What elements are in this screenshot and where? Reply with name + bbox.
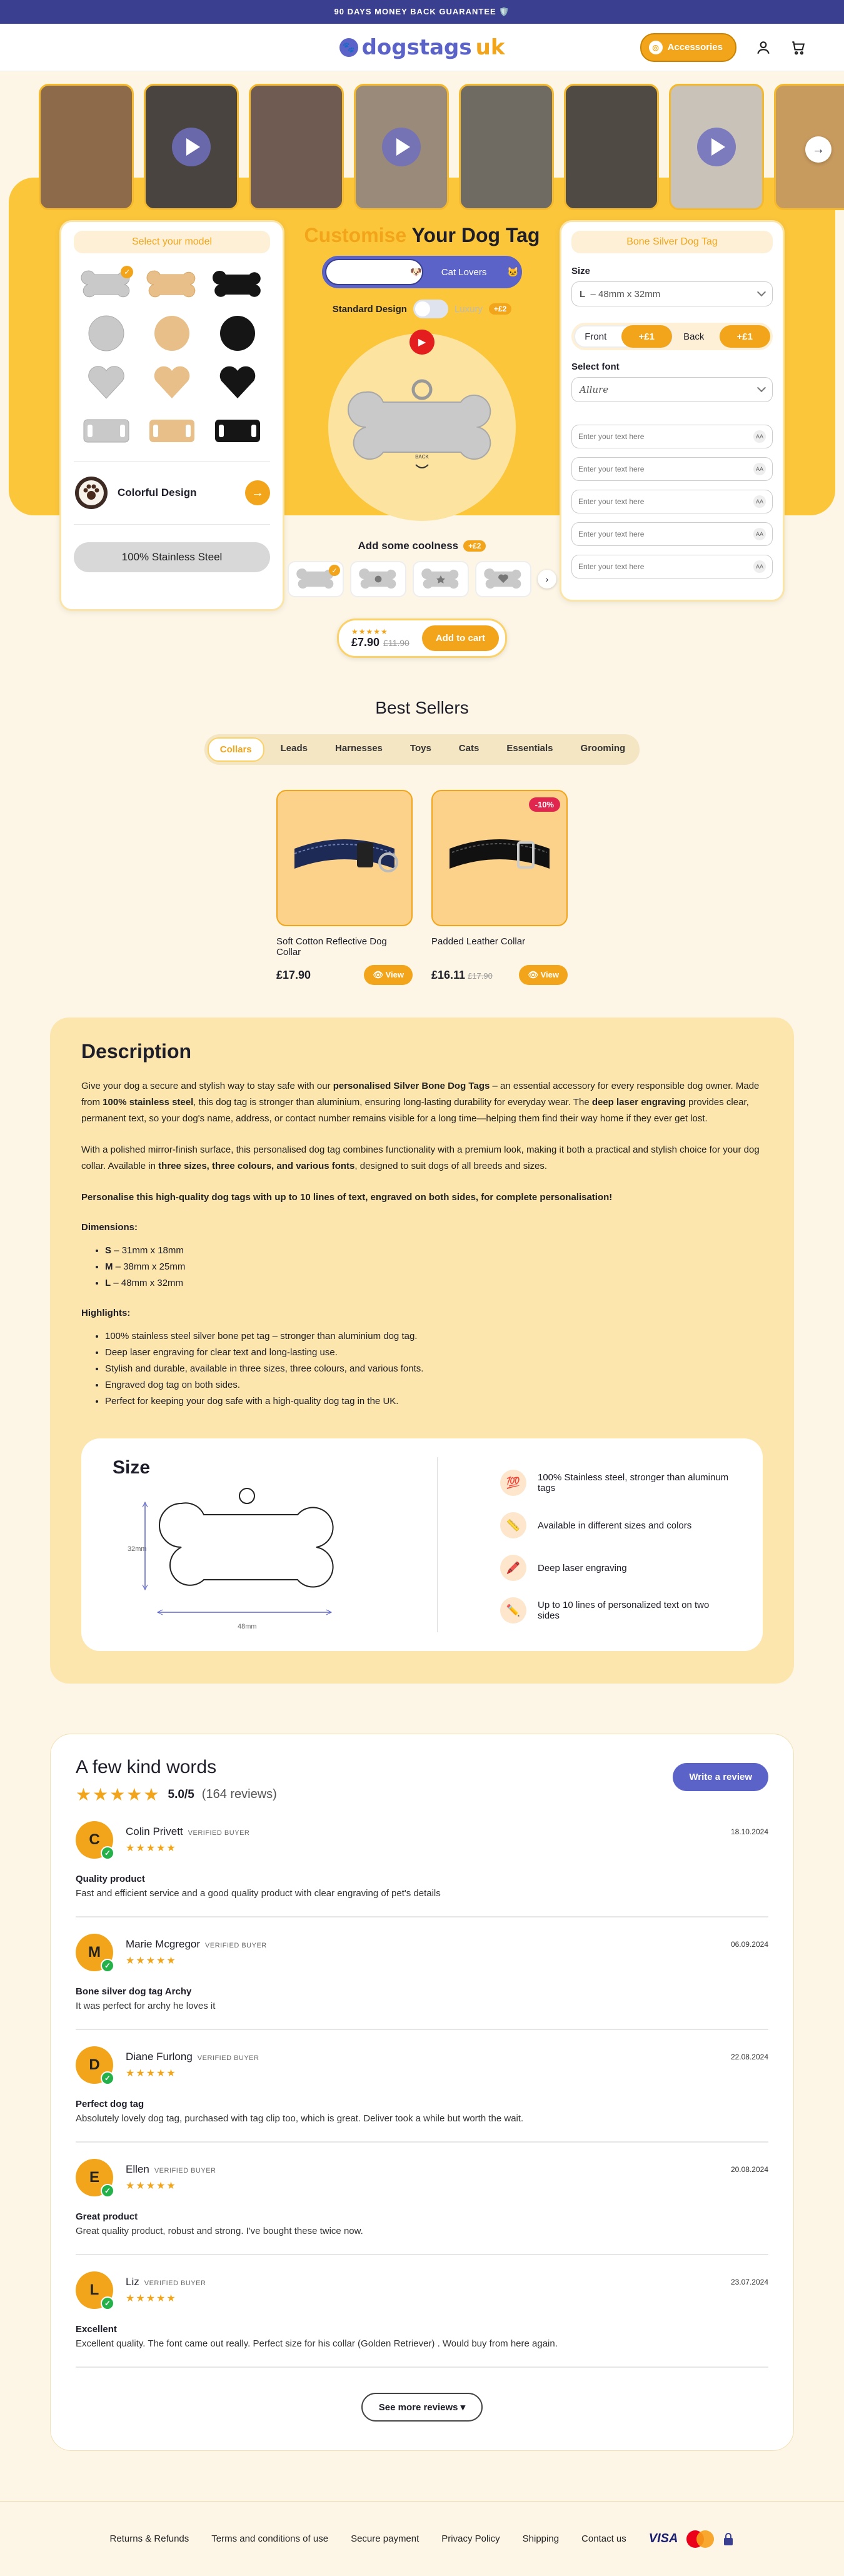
- charm-option-2[interactable]: [413, 561, 469, 597]
- view-label: View: [540, 970, 559, 979]
- front-tab[interactable]: [574, 325, 673, 348]
- reviewer-name-text: Diane Furlong: [126, 2051, 193, 2063]
- model-slide-black[interactable]: [209, 412, 266, 450]
- text-size-icon[interactable]: AA: [753, 528, 766, 540]
- verified-check-icon: ✓: [101, 2184, 114, 2198]
- size-dims: – 48mm x 32mm: [590, 288, 661, 300]
- feature-row: [500, 1555, 731, 1581]
- engraving-input-5[interactable]: [578, 562, 741, 571]
- verified-check-icon: ✓: [101, 1959, 114, 1972]
- view-label: View: [385, 970, 404, 979]
- dimension-size: S: [105, 1245, 112, 1256]
- review-count: (164 reviews): [201, 1787, 277, 1801]
- dog-lovers-label: Dog Lovers: [343, 266, 391, 278]
- highlight-item: • Stylish and durable, available in three sizes, three colours, and various fonts.: [105, 1361, 763, 1377]
- see-more-reviews-button[interactable]: See more reviews ▾: [361, 2393, 483, 2422]
- reviewer-name: [126, 2163, 216, 2176]
- engraving-line-4[interactable]: [571, 522, 773, 546]
- footer-link[interactable]: Privacy Policy: [441, 2533, 500, 2544]
- reviewer-name: [126, 2276, 206, 2288]
- lock-icon: [723, 2532, 734, 2546]
- dimension-item: [105, 1243, 763, 1259]
- accessories-label: Accessories: [667, 42, 723, 53]
- account-icon[interactable]: [755, 39, 771, 56]
- site-header: [0, 24, 844, 71]
- title-accent: Customise: [304, 224, 407, 246]
- add-to-cart-button[interactable]: Add to cart: [422, 625, 499, 651]
- model-round-silver[interactable]: [78, 315, 134, 352]
- verified-buyer-label: VERIFIED BUYER: [197, 2054, 259, 2062]
- chevron-down-icon: [757, 288, 766, 296]
- review-title: Quality product: [76, 1874, 145, 1884]
- back-tab[interactable]: [673, 325, 770, 348]
- luxury-price-badge: +£2: [489, 303, 511, 315]
- charm-option-1[interactable]: [350, 561, 406, 597]
- feature-text: 100% Stainless steel, stronger than aluminum tags: [538, 1472, 729, 1493]
- highlight-item: • Perfect for keeping your dog safe with a high-quality dog tag in the UK.: [105, 1393, 763, 1410]
- engraving-input-2[interactable]: [578, 465, 741, 473]
- feature-text: Available in different sizes and colors: [538, 1520, 692, 1531]
- current-price: £7.90: [351, 636, 380, 649]
- model-slide-silver[interactable]: [78, 412, 134, 450]
- model-bone-black[interactable]: [209, 266, 266, 303]
- feature-list: [438, 1457, 731, 1632]
- model-grid: [74, 266, 270, 450]
- review-date: 20.08.2024: [730, 2165, 768, 2174]
- youtube-icon[interactable]: ▶: [409, 330, 435, 355]
- options-panel-heading: Bone Silver Dog Tag: [571, 231, 773, 253]
- verified-buyer-label: VERIFIED BUYER: [144, 2280, 206, 2287]
- category-tab[interactable]: Essentials: [506, 743, 553, 754]
- best-sellers: [0, 698, 844, 985]
- category-tab[interactable]: Harnesses: [335, 743, 383, 754]
- product-price: [431, 969, 493, 982]
- review-date: 06.09.2024: [730, 1940, 768, 1949]
- engraving-line-2[interactable]: [571, 457, 773, 481]
- accessories-button[interactable]: [640, 33, 736, 62]
- options-panel: [560, 220, 785, 602]
- reviewer-name-text: Liz: [126, 2276, 139, 2288]
- text-size-icon[interactable]: AA: [753, 463, 766, 475]
- review-header: [76, 2046, 768, 2084]
- gallery-next-button[interactable]: →: [805, 136, 831, 163]
- view-button[interactable]: 👁 View: [364, 965, 413, 985]
- back-badge: +£1: [720, 325, 771, 348]
- material-pill: [74, 542, 270, 572]
- category-tab[interactable]: Toys: [409, 743, 431, 754]
- coolness-badge: +£2: [463, 540, 486, 552]
- model-heart-black[interactable]: [209, 363, 266, 401]
- size-card: [81, 1438, 763, 1651]
- review-body: Great quality product, robust and strong. I've bought these twice now.: [76, 2226, 363, 2236]
- size-diagram: [113, 1478, 375, 1635]
- review-title: Bone silver dog tag Archy: [76, 1986, 192, 1997]
- model-slide-gold[interactable]: [144, 412, 200, 450]
- customiser: [297, 220, 547, 658]
- reviews-section: [50, 1734, 794, 2451]
- review-item: [76, 2030, 768, 2143]
- payment-methods: [649, 2530, 735, 2548]
- engraving-line-3[interactable]: [571, 490, 773, 513]
- engraving-line-5[interactable]: [571, 555, 773, 578]
- engraving-line-1[interactable]: [571, 425, 773, 448]
- category-tabs: [204, 734, 640, 765]
- highlight-item: • Deep laser engraving for clear text and long-lasting use.: [105, 1345, 763, 1361]
- highlight-item: • 100% stainless steel silver bone pet tag – stronger than aluminium dog tag.: [105, 1328, 763, 1345]
- review-item: [76, 1805, 768, 1917]
- product-price: £17.90: [276, 968, 311, 981]
- write-review-button[interactable]: Write a review: [673, 1763, 768, 1791]
- cat-lovers-tab[interactable]: Cat Lovers 🐱: [423, 259, 519, 285]
- model-round-black[interactable]: [209, 315, 266, 352]
- description-paragraph-3: Personalise this high-quality dog tags with up to 10 lines of text, engraved on both sides, for complete personalisation!: [81, 1192, 613, 1203]
- dimension-size: M: [105, 1261, 113, 1272]
- description-title: Description: [81, 1040, 192, 1063]
- description-paragraph-1: Give your dog a secure and stylish way to stay safe with our personalised Silver Bone Dog Tags – an essential accessory for every responsible dog owner. Made from 100% stainless steel, this dog tag is stronger than aluminium, ensuring long-lasting durability for everyday wear. The deep laser engraving provides clear, permanent text, so your dog's name, address, or contact number remains visible for a long time—helping them find their way home if they ever get lost.: [81, 1081, 760, 1124]
- highlights-title: Highlights:: [81, 1308, 131, 1318]
- size-select[interactable]: [571, 281, 773, 306]
- standard-design-label: Standard Design: [332, 303, 407, 315]
- footer-link[interactable]: Secure payment: [351, 2533, 419, 2544]
- review-date: 18.10.2024: [730, 1827, 768, 1836]
- sale-price: £16.11: [431, 968, 466, 981]
- review-stars: ★★★★★: [126, 2181, 177, 2191]
- description-section: [50, 1018, 794, 1684]
- paw-icon: 🐾: [339, 38, 358, 57]
- back-label: Back: [683, 331, 705, 342]
- product-image[interactable]: [276, 790, 413, 926]
- height-label: 32mm: [128, 1545, 147, 1553]
- front-badge: +£1: [621, 325, 673, 348]
- visa-logo: VISA: [648, 2532, 678, 2545]
- category-tab[interactable]: Collars: [208, 737, 264, 762]
- review-title: Excellent: [76, 2324, 117, 2335]
- dog-lovers-tab[interactable]: Dog Lovers 🐶: [325, 259, 423, 285]
- reviewer-name-text: Marie Mcgregor: [126, 1938, 201, 1950]
- front-label: Front: [585, 331, 607, 342]
- dimension-value: – 48mm x 32mm: [111, 1278, 184, 1288]
- product-name[interactable]: Padded Leather Collar: [431, 936, 526, 947]
- dimension-item: [105, 1259, 763, 1275]
- footer-link[interactable]: Returns & Refunds: [109, 2533, 189, 2544]
- tag-builder: [0, 133, 844, 658]
- review-header: [76, 2159, 768, 2196]
- tag-preview: [328, 333, 516, 521]
- font-value: Allure: [580, 384, 609, 395]
- side-switch: [571, 323, 773, 350]
- footer-link[interactable]: Shipping: [522, 2533, 560, 2544]
- rating-summary: [76, 1784, 277, 1805]
- review-item: [76, 2143, 768, 2255]
- old-price: £11.90: [383, 638, 409, 648]
- cat-lovers-label: Cat Lovers: [441, 266, 487, 278]
- reviewer-name-text: Colin Privett: [126, 1826, 183, 1837]
- model-round-gold[interactable]: [144, 315, 200, 352]
- coolness-row: [358, 540, 486, 552]
- size-value: L: [580, 288, 586, 300]
- avatar-initial: L: [89, 2281, 99, 2298]
- lovers-switch: [322, 256, 522, 288]
- font-label: Select font: [571, 361, 620, 372]
- material-label: 100% Stainless Steel: [121, 551, 223, 563]
- avatar: [76, 1821, 113, 1859]
- selected-check-icon: ✓: [121, 266, 133, 278]
- review-item: [76, 1917, 768, 2030]
- rating-stars: ★★★★★: [76, 1785, 161, 1804]
- review-date: 22.08.2024: [730, 2053, 768, 2061]
- product-card[interactable]: [276, 790, 413, 985]
- product-name[interactable]: Soft Cotton Reflective Dog Collar: [276, 936, 387, 957]
- best-sellers-title: Best Sellers: [375, 698, 469, 717]
- category-tab[interactable]: Cats: [458, 743, 480, 754]
- review-stars: ★★★★★: [126, 1843, 177, 1854]
- mastercard-logo: [686, 2530, 714, 2548]
- avatar-initial: D: [89, 2056, 100, 2073]
- review-stars: ★★★★★: [126, 2068, 177, 2079]
- avatar: [76, 2159, 113, 2196]
- footer-link[interactable]: Terms and conditions of use: [211, 2533, 329, 2544]
- category-tab[interactable]: Grooming: [580, 743, 626, 754]
- text-size-icon[interactable]: AA: [753, 430, 766, 443]
- reviewer-info: [126, 2051, 259, 2079]
- logo-accent: uk: [475, 34, 505, 60]
- cart-icon[interactable]: [790, 39, 806, 56]
- feature-row: [500, 1597, 731, 1624]
- verified-check-icon: ✓: [101, 1846, 114, 1860]
- logo-main: dogstags: [361, 34, 472, 60]
- avatar: [76, 1934, 113, 1971]
- price-card: [337, 619, 507, 658]
- review-body: Excellent quality. The font came out really. Perfect size for his collar (Golden Retriever) . Would buy from here again.: [76, 2338, 558, 2349]
- dimensions-title: Dimensions:: [81, 1222, 138, 1233]
- tag-back-label: BACK: [415, 454, 429, 460]
- selected-check-icon: ✓: [329, 565, 340, 576]
- avatar: [76, 2046, 113, 2084]
- reviewer-info: [126, 1826, 249, 1854]
- feature-text: Deep laser engraving: [538, 1562, 627, 1573]
- arrow-right-icon[interactable]: →: [245, 480, 270, 505]
- review-body: Fast and efficient service and a good quality product with clear engraving of pet's details: [76, 1888, 441, 1899]
- engraving-input-1[interactable]: [578, 432, 741, 441]
- feature-text: Up to 10 lines of personalized text on two sides: [538, 1600, 710, 1621]
- verified-buyer-label: VERIFIED BUYER: [205, 1942, 267, 1949]
- feature-icon: 💯: [500, 1470, 526, 1496]
- charm-next-button[interactable]: ›: [538, 570, 556, 588]
- font-select[interactable]: [571, 377, 773, 402]
- feature-row: [500, 1512, 731, 1538]
- model-heart-gold[interactable]: [144, 363, 200, 401]
- verified-check-icon: ✓: [101, 2071, 114, 2085]
- reviewer-info: [126, 2276, 206, 2305]
- highlight-item: • Engraved dog tag on both sides.: [105, 1377, 763, 1393]
- review-header: [76, 2271, 768, 2309]
- colorful-design-label: Colorful Design: [118, 487, 197, 498]
- view-button[interactable]: 👁 View: [519, 965, 568, 985]
- size-title: Size: [113, 1457, 151, 1478]
- review-item: [76, 2255, 768, 2368]
- review-header: [76, 1821, 768, 1859]
- feature-icon: 📏: [500, 1512, 526, 1538]
- category-tab[interactable]: Leads: [280, 743, 308, 754]
- title-rest: Your Dog Tag: [411, 224, 540, 246]
- dimension-value: – 31mm x 18mm: [111, 1245, 184, 1256]
- rotate-icon: [416, 465, 428, 468]
- rating-score: 5.0/5: [168, 1787, 194, 1801]
- footer-link[interactable]: Contact us: [581, 2533, 626, 2544]
- see-more-label: See more reviews: [378, 2402, 458, 2413]
- review-list: [76, 1805, 768, 2368]
- description-paragraph-2: With a polished mirror-finish surface, this personalised dog tag combines functionality with a premium look, making it both a practical and stylish choice for your dog collar. Available in three sizes, three colours, and various fonts, designed to suit dogs of all breeds and sizes.: [81, 1144, 760, 1171]
- size-label: Size: [571, 266, 591, 276]
- logo[interactable]: [339, 35, 505, 60]
- avatar-initial: E: [89, 2169, 99, 2186]
- site-footer: [0, 2501, 844, 2576]
- customiser-title: [304, 224, 540, 247]
- product-list: [0, 790, 844, 985]
- review-date: 23.07.2024: [730, 2278, 768, 2286]
- feature-icon: ✏️: [500, 1597, 526, 1624]
- engraving-input-4[interactable]: [578, 530, 741, 538]
- highlights-list: [105, 1328, 763, 1410]
- collar-icon: ◎: [649, 41, 663, 54]
- verified-buyer-label: VERIFIED BUYER: [188, 1829, 250, 1837]
- dimension-size: L: [105, 1278, 111, 1288]
- design-toggle-row: [333, 300, 512, 318]
- charm-option-3[interactable]: [475, 561, 531, 597]
- text-size-icon[interactable]: AA: [753, 560, 766, 573]
- feature-icon: 🖍️: [500, 1555, 526, 1581]
- colorful-design-option[interactable]: [74, 473, 270, 513]
- model-heart-silver[interactable]: [78, 363, 134, 401]
- sale-badge: -10%: [529, 797, 560, 812]
- review-stars: ★★★★★: [126, 1956, 177, 1966]
- text-size-icon[interactable]: AA: [753, 495, 766, 508]
- model-bone-silver[interactable]: [78, 266, 134, 303]
- old-price: £17.90: [468, 971, 493, 981]
- model-panel-heading: Select your model: [74, 231, 270, 253]
- verified-check-icon: ✓: [101, 2296, 114, 2310]
- review-stars: ★★★★★: [126, 2293, 177, 2304]
- product-image[interactable]: [431, 790, 568, 926]
- charm-none[interactable]: [288, 561, 344, 597]
- avatar-initial: C: [89, 1831, 100, 1848]
- reviewer-name: [126, 1938, 267, 1951]
- rating-stars: ★★★★★: [351, 627, 388, 636]
- review-title: Perfect dog tag: [76, 2099, 144, 2109]
- width-label: 48mm: [238, 1623, 257, 1630]
- feature-row: [500, 1470, 731, 1496]
- dimension-value: – 38mm x 25mm: [113, 1261, 186, 1272]
- bone-tag-preview: [341, 371, 503, 483]
- model-bone-gold[interactable]: [144, 266, 200, 303]
- reviewer-name: [126, 2051, 259, 2063]
- reviewer-name: [126, 1826, 249, 1838]
- chevron-down-icon: [757, 383, 766, 392]
- reviews-title: A few kind words: [76, 1757, 217, 1777]
- promo-bar: [0, 0, 844, 24]
- engraving-input-3[interactable]: [578, 497, 741, 506]
- charm-carousel: [288, 561, 556, 597]
- luxury-label: Luxury: [454, 303, 483, 315]
- reviewer-info: [126, 2163, 216, 2192]
- review-title: Great product: [76, 2211, 138, 2222]
- dimension-item: [105, 1275, 763, 1291]
- review-body: It was perfect for archy he loves it: [76, 2001, 216, 2011]
- paw-tag-icon: [74, 475, 109, 510]
- reviewer-info: [126, 1938, 267, 1967]
- avatar-initial: M: [88, 1944, 101, 1961]
- dimensions-list: [105, 1243, 763, 1291]
- promo-text: 90 DAYS MONEY BACK GUARANTEE 🛡️: [334, 7, 510, 16]
- coolness-label: Add some coolness: [358, 540, 459, 552]
- review-header: [76, 1934, 768, 1971]
- luxury-toggle[interactable]: [413, 300, 448, 318]
- review-body: Absolutely lovely dog tag, purchased with tag clip too, which is great. Deliver took a while but worth the wait.: [76, 2113, 524, 2124]
- product-card[interactable]: [431, 790, 568, 985]
- avatar: [76, 2271, 113, 2309]
- reviewer-name-text: Ellen: [126, 2163, 149, 2175]
- verified-buyer-label: VERIFIED BUYER: [154, 2167, 216, 2174]
- model-panel: [59, 220, 284, 611]
